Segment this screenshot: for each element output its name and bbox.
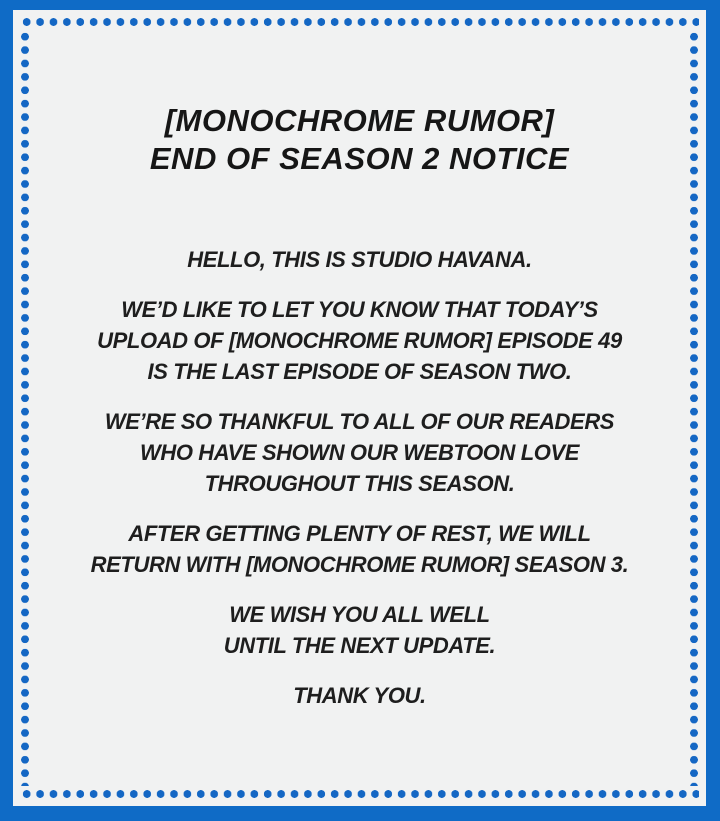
dotted-border-left: [21, 30, 29, 786]
notice-line: UPLOAD OF [MONOCHROME RUMOR] EPISODE 49: [97, 328, 622, 353]
notice-title: [33, 102, 686, 178]
notice-line: WE’RE SO THANKFUL TO ALL OF OUR READERS: [104, 409, 615, 434]
notice-paragraph: [33, 244, 686, 275]
notice-paragraph: [33, 599, 686, 661]
notice-line: IS THE LAST EPISODE OF SEASON TWO.: [147, 359, 572, 384]
dotted-border-bottom: [20, 790, 699, 798]
notice-line: UNTIL THE NEXT UPDATE.: [223, 633, 496, 658]
notice-line: AFTER GETTING PLENTY OF REST, WE WILL: [128, 521, 591, 546]
notice-paragraph: [33, 680, 686, 711]
notice-title-line-2: END OF SEASON 2 NOTICE: [149, 141, 570, 176]
notice-line: THROUGHOUT THIS SEASON.: [204, 471, 515, 496]
notice-line: WHO HAVE SHOWN OUR WEBTOON LOVE: [139, 440, 579, 465]
notice-line: RETURN WITH [MONOCHROME RUMOR] SEASON 3.: [90, 552, 629, 577]
notice-content: [33, 10, 686, 711]
notice-paragraph: [33, 406, 686, 499]
notice-body: [33, 244, 686, 711]
notice-line: WE’D LIKE TO LET YOU KNOW THAT TODAY’S: [121, 297, 598, 322]
notice-paragraph: [33, 518, 686, 580]
notice-panel: [13, 10, 706, 806]
dotted-border-right: [690, 30, 698, 786]
notice-line: WE WISH YOU ALL WELL: [229, 602, 490, 627]
notice-title-line-1: [MONOCHROME RUMOR]: [164, 103, 555, 138]
notice-line: HELLO, THIS IS STUDIO HAVANA.: [187, 247, 532, 272]
notice-paragraph: [33, 294, 686, 387]
notice-line: THANK YOU.: [293, 683, 426, 708]
